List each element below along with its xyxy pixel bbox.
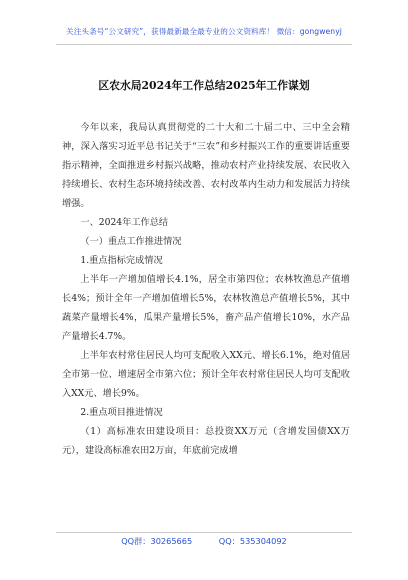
header-banner: 关注头条号“公文研究”，获得最新最全最专业的公文资料库！ 微信：gongwenyj — [66, 27, 342, 36]
document-title: 区农水局2024年工作总结2025年工作谋划 — [98, 79, 310, 92]
subsection-heading-key-work: （一）重点工作推进情况 — [80, 236, 182, 247]
section-heading-summary: 一、2024年工作总结 — [80, 217, 169, 228]
footer-qq: QQ：535304092 — [218, 536, 287, 546]
income-paragraph: 上半年农村常住居民人均可支配收入XX元、增长6.1%，绝对值居全市第一位、增速居全市第六位；预计全年农村常住居民人均可支配收入XX元、增长9%。 — [62, 350, 350, 399]
item-heading-indicators: 1.重点指标完成情况 — [80, 255, 163, 266]
header-divider — [56, 44, 352, 45]
intro-paragraph: 今年以来，我局认真贯彻党的二十大和二十届二中、三中全会精神，深入落实习近平总书记关于“三农”和乡村振兴工作的重要讲话重要指示精神，全面推进乡村振兴战略，推动农村产业持续发展、农民收入持续增长、农村生态环境持续改善、农村改革内生动力和发展活力持续增强。 — [62, 122, 350, 209]
footer-qq-group: QQ群：30265665 — [121, 536, 193, 546]
project-paragraph: （1）高标准农田建设项目：总投资XX万元（含增发国债XX万元），建设高标准农田2万亩，年底前完成增 — [62, 426, 350, 456]
item-heading-projects: 2.重点项目推进情况 — [80, 407, 163, 418]
indicators-paragraph: 上半年一产增加值增长4.1%，居全市第四位；农林牧渔总产值增长4%；预计全年一产增加值增长5%，农林牧渔总产值增长5%，其中蔬菜产量增长4%，瓜果产量增长5%，畜产品产值增长10%，水产品产量增长4.7%。 — [62, 274, 350, 342]
footer-divider — [56, 532, 352, 533]
footer-contacts — [0, 536, 408, 547]
document-body — [62, 118, 350, 460]
